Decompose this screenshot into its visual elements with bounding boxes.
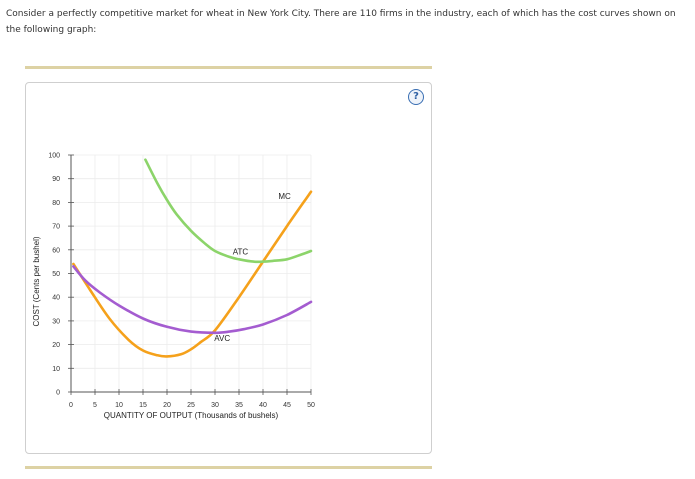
atc-label: ATC [232, 247, 249, 257]
x-tick-label: 30 [211, 402, 219, 409]
y-tick-label: 100 [48, 152, 60, 160]
question-text: Consider a perfectly competitive market for wheat in New York City. There are 110 firms in the industry, each of which has the cost curves shown on the following graph: [6, 9, 676, 35]
y-tick-label: 40 [52, 294, 60, 302]
x-tick-label: 10 [115, 402, 123, 409]
y-tick-label: 0 [56, 389, 60, 397]
x-axis-title: QUANTITY OF OUTPUT (Thousands of bushels) [103, 411, 279, 420]
avc-label: AVC [214, 334, 231, 344]
y-axis-title: COST (Cents per bushel) [32, 236, 41, 327]
y-tick-label: 90 [52, 176, 60, 184]
x-tick-label: 50 [307, 402, 315, 409]
x-tick-label: 25 [187, 402, 195, 409]
mc-label: MC [278, 191, 291, 201]
x-tick-label: 45 [283, 402, 291, 409]
avc-curve [73, 266, 311, 332]
y-tick-label: 30 [52, 318, 60, 326]
y-tick-label: 60 [52, 247, 60, 255]
x-tick-label: 35 [235, 402, 243, 409]
bottom-divider [25, 466, 432, 469]
y-tick-label: 20 [52, 342, 60, 350]
x-tick-label: 20 [163, 402, 171, 409]
x-tick-label: 0 [69, 402, 73, 409]
y-tick-label: 50 [52, 271, 60, 278]
x-tick-label: 40 [259, 402, 267, 409]
x-tick-label: 15 [139, 402, 147, 409]
atc-curve [145, 160, 311, 262]
x-tick-label: 5 [93, 402, 97, 409]
y-tick-label: 10 [52, 365, 60, 373]
y-tick-label: 70 [52, 223, 60, 231]
y-tick-label: 80 [52, 199, 60, 207]
help-icon[interactable]: ? [408, 89, 424, 105]
